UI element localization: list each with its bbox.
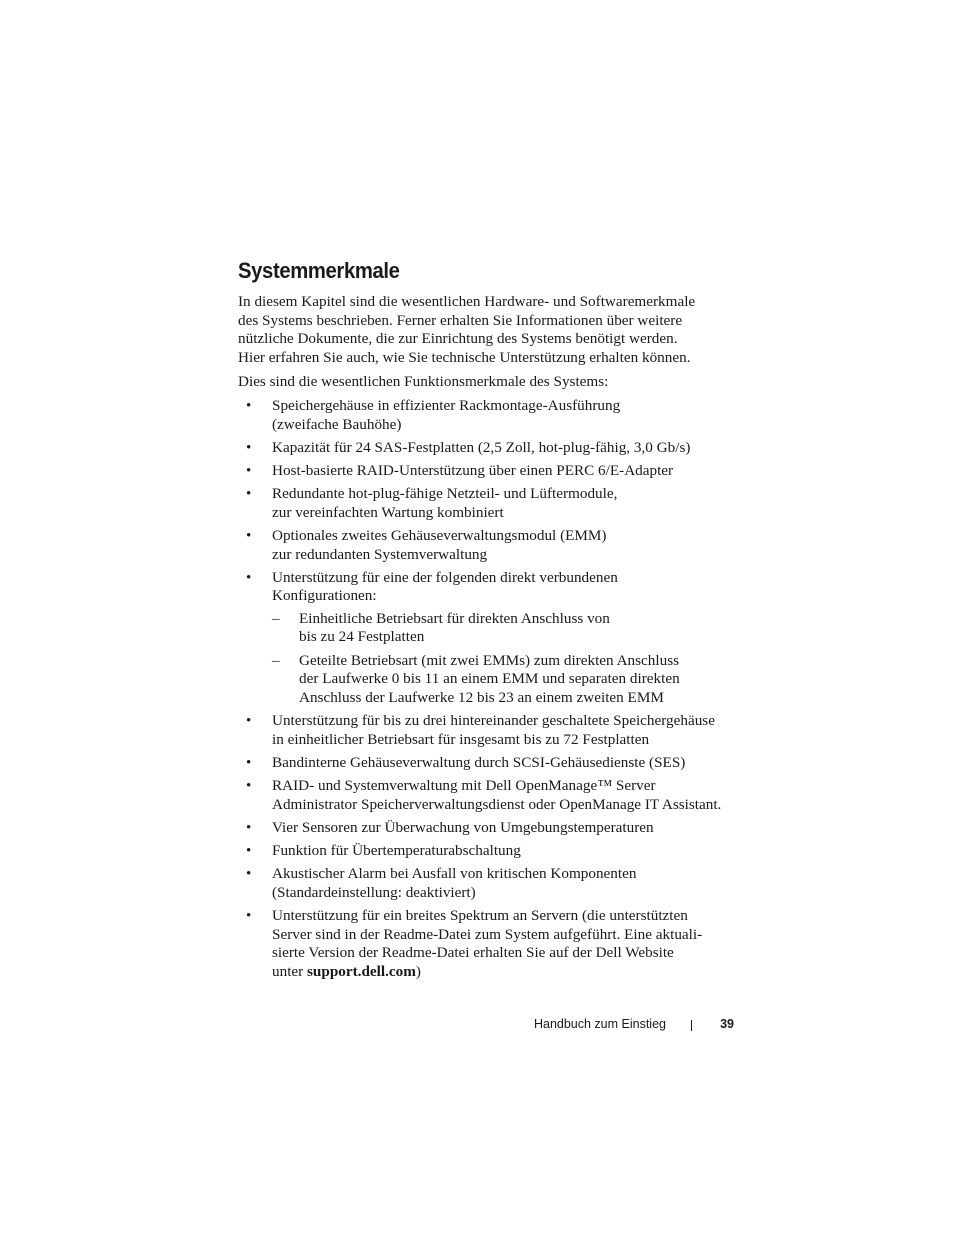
page-number: 39	[720, 1017, 734, 1031]
list-item-line: Server sind in der Readme-Datei zum System aufgeführt. Eine aktuali-	[272, 925, 703, 943]
bullet-marker: •	[246, 396, 252, 414]
sub-list	[272, 610, 738, 708]
list-item	[238, 712, 738, 749]
feature-list	[238, 397, 738, 981]
list-item	[238, 462, 738, 481]
list-item-line: (zweifache Bauhöhe)	[272, 415, 402, 433]
list-item-line: Unterstützung für eine der folgenden direkt verbundenen	[272, 568, 618, 586]
bullet-marker: •	[246, 712, 252, 730]
list-item-line: zur vereinfachten Wartung kombiniert	[272, 503, 504, 521]
list-item	[238, 527, 738, 564]
list-item-line: Host-basierte RAID-Unterstützung über einen PERC 6/E-Adapter	[272, 461, 674, 479]
feature-list-lead: Dies sind die wesentlichen Funktionsmerkmale des Systems:	[238, 373, 609, 391]
list-item-line: Optionales zweites Gehäuseverwaltungsmodul (EMM)	[272, 526, 607, 544]
intro-line: Hier erfahren Sie auch, wie Sie technische Unterstützung erhalten können.	[238, 348, 691, 366]
dash-marker: –	[272, 651, 280, 669]
list-item	[238, 842, 738, 861]
intro-paragraph	[238, 293, 738, 367]
list-item	[238, 865, 738, 902]
list-item-line: Konfigurationen:	[272, 587, 377, 605]
bullet-marker: •	[246, 568, 252, 586]
footer-title: Handbuch zum Einstieg	[533, 1017, 666, 1031]
list-item	[238, 819, 738, 838]
bullet-marker: •	[246, 526, 252, 544]
list-item-line: RAID- und Systemverwaltung mit Dell OpenManage™ Server	[272, 777, 656, 794]
list-item-line: Akustischer Alarm bei Ausfall von kritischen Komponenten	[272, 865, 637, 883]
intro-line: nützliche Dokumente, die zur Einrichtung des Systems benötigt werden.	[238, 330, 678, 348]
sub-list-item	[272, 652, 738, 708]
bullet-marker: •	[246, 865, 252, 883]
sub-list-item-line: Anschluss der Laufwerke 12 bis 23 an einem zweiten EMM	[299, 688, 664, 706]
list-item-line: (Standardeinstellung: deaktiviert)	[272, 883, 476, 901]
sub-list-item-line: Einheitliche Betriebsart für direkten Anschluss von	[299, 609, 610, 627]
bullet-marker: •	[246, 438, 252, 456]
list-item-line: sierte Version der Readme-Datei erhalten Sie auf der Dell Website	[272, 944, 674, 962]
list-item-line: Administrator Speicherverwaltungsdienst oder OpenManage IT Assistant.	[272, 795, 722, 813]
bullet-marker: •	[246, 906, 252, 924]
list-item	[238, 907, 738, 981]
page-footer	[480, 1014, 734, 1034]
intro-line: In diesem Kapitel sind die wesentlichen Hardware- und Softwaremerkmale	[238, 293, 696, 310]
sub-list-item-line: Geteilte Betriebsart (mit zwei EMMs) zum direkten Anschluss	[299, 651, 680, 669]
bullet-marker: •	[246, 841, 252, 859]
sub-list-item	[272, 610, 738, 647]
bullet-marker: •	[246, 461, 252, 479]
link-prefix: unter	[272, 962, 308, 980]
bullet-marker: •	[246, 485, 252, 503]
list-item	[238, 485, 738, 522]
intro-line: des Systems beschrieben. Ferner erhalten Sie Informationen über weitere	[238, 311, 683, 329]
bullet-marker: •	[246, 777, 252, 794]
list-item-line: zur redundanten Systemverwaltung	[272, 545, 488, 563]
list-item	[238, 754, 738, 773]
link-suffix: )	[415, 962, 421, 980]
list-item-line	[272, 963, 738, 982]
list-item-line: in einheitlicher Betriebsart für insgesamt bis zu 72 Festplatten	[272, 730, 650, 748]
section-heading: Systemmerkmale	[238, 258, 400, 283]
list-item-line: Kapazität für 24 SAS-Festplatten (2,5 Zoll, hot-plug-fähig, 3,0 Gb/s)	[272, 438, 691, 456]
list-item	[238, 777, 738, 814]
list-item-line: Speichergehäuse in effizienter Rackmontage-Ausführung	[272, 396, 621, 414]
bullet-marker: •	[246, 818, 252, 836]
list-item-line: Unterstützung für bis zu drei hintereinander geschaltete Speichergehäuse	[272, 712, 715, 730]
list-item-line: Unterstützung für ein breites Spektrum an Servern (die unterstützten	[272, 906, 688, 924]
bullet-marker: •	[246, 753, 252, 771]
page-content	[238, 256, 738, 986]
footer-separator	[691, 1020, 692, 1031]
list-item	[238, 397, 738, 434]
list-item-line: Vier Sensoren zur Überwachung von Umgebungstemperaturen	[272, 818, 654, 836]
sub-list-item-line: bis zu 24 Festplatten	[299, 628, 425, 646]
list-item-line: Bandinterne Gehäuseverwaltung durch SCSI-Gehäusedienste (SES)	[272, 753, 686, 771]
support-website-link[interactable]: support.dell.com	[307, 962, 416, 980]
list-item	[238, 439, 738, 458]
sub-list-item-line: der Laufwerke 0 bis 11 an einem EMM und separaten direkten	[299, 670, 680, 688]
list-item-line: Redundante hot-plug-fähige Netzteil- und Lüftermodule,	[272, 485, 618, 503]
dash-marker: –	[272, 609, 280, 627]
list-item	[238, 569, 738, 708]
list-item-line: Funktion für Übertemperaturabschaltung	[272, 841, 521, 859]
